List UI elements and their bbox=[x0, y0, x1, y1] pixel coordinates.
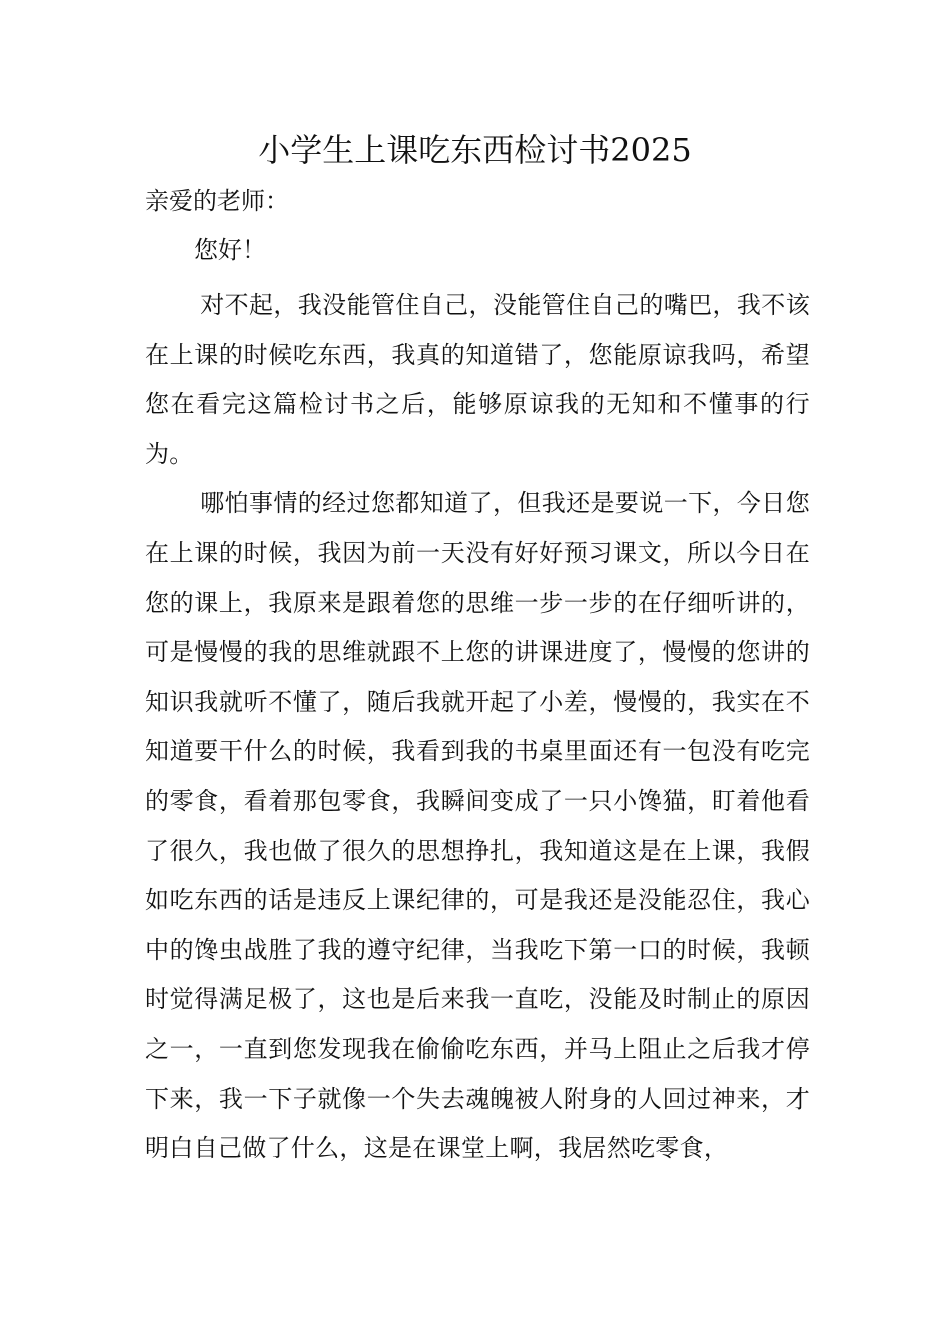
salutation: 亲爱的老师： bbox=[145, 187, 289, 215]
document-title: 小学生上课吃东西检讨书2025 bbox=[258, 131, 692, 169]
paragraph-account: 哪怕事情的经过您都知道了，但我还是要说一下，今日您在上课的时候，我因为前一天没有好好预习课文，所以今日在您的课上，我原来是跟着您的思维一步一步的在仔细听讲的，可是慢慢的我的思维就跟不上您的讲课进度了，慢慢的您讲的知识我就听不懂了，随后我就开起了小差，慢慢的，我实在不知道要干什么的时候，我看到我的书桌里面还有一包没有吃完的零食，看着那包零食，我瞬间变成了一只小馋猫，盯着他看了很久，我也做了很久的思想挣扎，我知道这是在上课，我假如吃东西的话是违反上课纪律的，可是我还是没能忍住，我心中的馋虫战胜了我的遵守纪律，当我吃下第一口的时候，我顿时觉得满足极了，这也是后来我一直吃，没能及时制止的原因之一，一直到您发现我在偷偷吃东西，并马上阻止之后我才停下来，我一下子就像一个失去魂魄被人附身的人回过神来，才明白自己做了什么，这是在课堂上啊，我居然吃零食， bbox=[145, 489, 810, 1163]
body-text bbox=[145, 281, 810, 1174]
greeting: 您好！ bbox=[194, 236, 266, 264]
paragraph-apology: 对不起，我没能管住自己，没能管住自己的嘴巴，我不该在上课的时候吃东西，我真的知道错了，您能原谅我吗，希望您在看完这篇检讨书之后，能够原谅我的无知和不懂事的行为。 bbox=[145, 291, 810, 468]
